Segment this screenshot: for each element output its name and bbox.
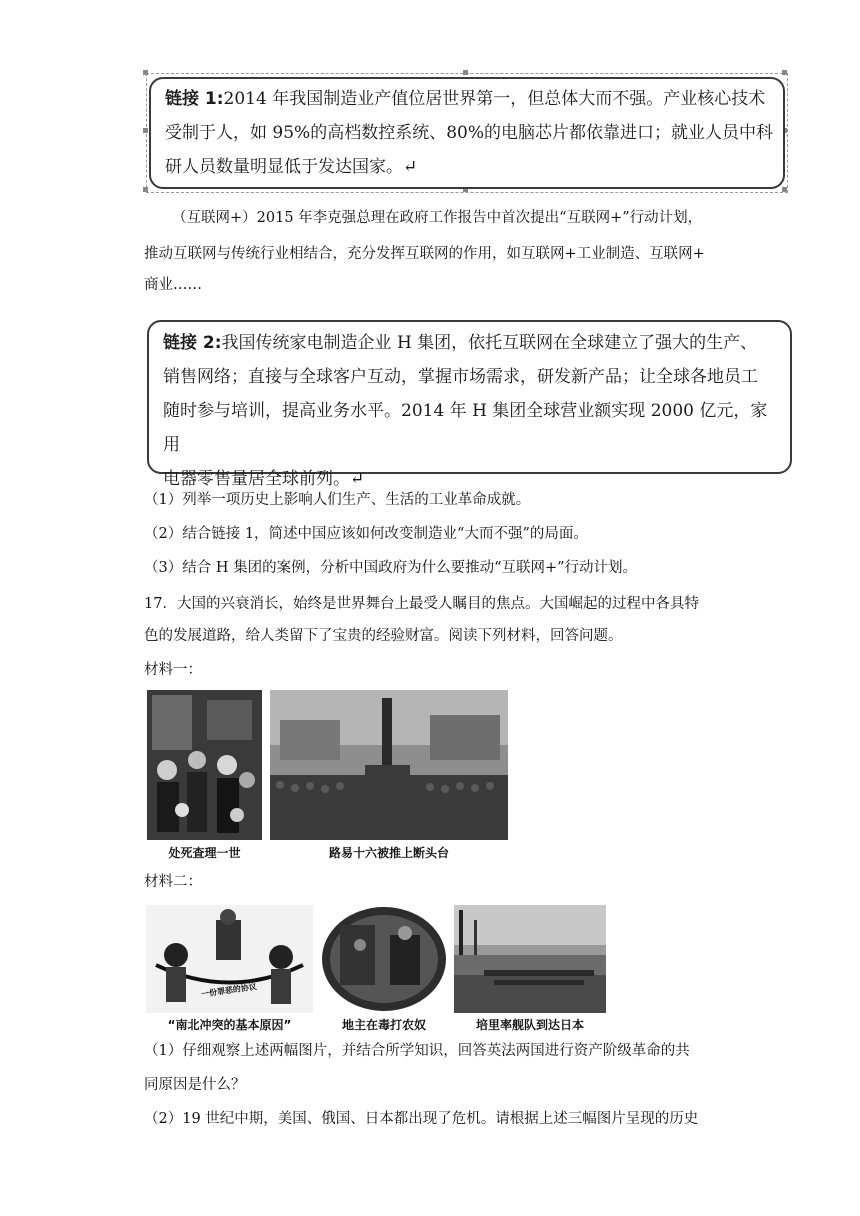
link2-line: 电器零售量居全球前列。↵ (163, 469, 365, 489)
link2-line: 链接 2:我国传统家电制造企业 H 集团，依托互联网在全球建立了强大的生产、 (163, 333, 758, 353)
question-16-1: （1）列举一项历史上影响人们生产、生活的工业革命成就。 (144, 492, 531, 508)
question-16-2: （2）结合链接 1，简述中国应该如何改变制造业“大而不强”的局面。 (144, 526, 588, 542)
north-south-conflict-cartoon (146, 905, 313, 1013)
selection-handle[interactable] (463, 70, 468, 75)
link1-box (149, 77, 785, 189)
question-17-line-2: 色的发展道路，给人类留下了宝贵的经验财富。阅读下列材料，回答问题。 (144, 628, 623, 644)
intro-line-2: 推动互联网与传统行业相结合，充分发挥互联网的作用，如互联网+工业制造、互联网+ (144, 246, 705, 262)
question-17-1-line-1: （1）仔细观察上述两幅图片，并结合所学知识，回答英法两国进行资产阶级革命的共 (144, 1043, 690, 1059)
execution-charles-i-image (147, 690, 262, 840)
material1-label: 材料一： (144, 662, 202, 678)
cartoon-ribbon-text: 一份罪恶的协议 (200, 982, 258, 999)
link2-box (147, 320, 792, 489)
question-17-1-line-2: 同原因是什么？ (144, 1077, 246, 1093)
caption-louis-xvi: 路易十六被推上断头台 (328, 846, 449, 860)
question-16-3: （3）结合 H 集团的案例，分析中国政府为什么要推动“互联网+”行动计划。 (144, 560, 638, 576)
link1-line: 受制于人，如 95%的高档数控系统、80%的电脑芯片都依靠进口；就业人员中科 (165, 123, 773, 143)
louis-xvi-guillotine-image (270, 690, 508, 840)
link2-line: 随时参与培训，提高业务水平。2014 年 H 集团全球营业额实现 2000 亿元，家用 (163, 401, 768, 455)
landlord-beating-serfs-image (320, 905, 448, 1013)
selection-handle[interactable] (782, 70, 787, 75)
selection-handle[interactable] (143, 70, 148, 75)
caption-perry: 培里率舰队到达日本 (475, 1018, 584, 1032)
intro-line-3: 商业…… (144, 277, 202, 293)
link1-label: 链接 1: (165, 89, 224, 109)
selection-handle[interactable] (143, 187, 148, 192)
perry-fleet-japan-image (454, 905, 606, 1013)
caption-north-south: “南北冲突的基本原因” (167, 1018, 292, 1032)
link1-line: 研人员数量明显低于发达国家。↵ (165, 157, 418, 177)
selection-handle[interactable] (782, 187, 787, 192)
caption-landlord: 地主在毒打农奴 (341, 1018, 426, 1032)
intro-line-1: （互联网+）2015 年李克强总理在政府工作报告中首次提出“互联网+”行动计划， (172, 210, 703, 226)
question-17-line-1: 17．大国的兴衰消长，始终是世界舞台上最受人瞩目的焦点。大国崛起的过程中各具特 (144, 596, 699, 612)
link2-label: 链接 2: (163, 333, 222, 353)
question-17-2-line-1: （2）19 世纪中期，美国、俄国、日本都出现了危机。请根据上述三幅图片呈现的历史 (144, 1111, 699, 1127)
selection-handle[interactable] (143, 128, 148, 133)
link1-line: 链接 1:2014 年我国制造业产值位居世界第一，但总体大而不强。产业核心技术 (165, 89, 766, 109)
caption-charles-i: 处死查理一世 (168, 846, 241, 860)
material2-label: 材料二： (144, 874, 202, 890)
link2-line: 销售网络；直接与全球客户互动，掌握市场需求，研发新产品；让全球各地员工 (163, 367, 758, 387)
